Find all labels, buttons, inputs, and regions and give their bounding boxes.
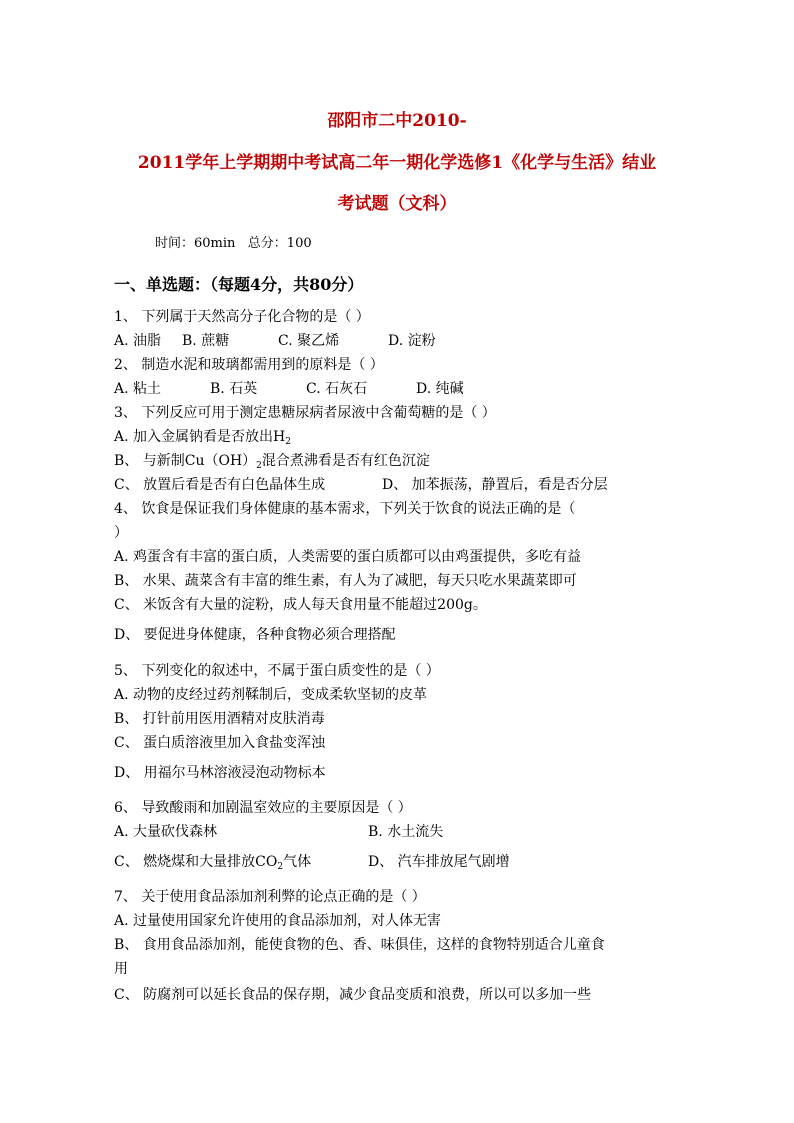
option: A. 大量砍伐森林 [114, 824, 218, 840]
question-stem: 3、 下列反应可用于测定患糖尿病者尿液中含葡萄糖的是（ ） [114, 405, 496, 421]
option: D. 淀粉 [388, 333, 436, 349]
option-cont: 用 [114, 961, 128, 977]
option: D、 汽车排放尾气剧增 [368, 854, 510, 870]
option: A. 过量使用国家允许使用的食品添加剂，对人体无害 [114, 913, 442, 929]
question-stem: 4、 饮食是保证我们身体健康的基本需求，下列关于饮食的说法正确的是（ [114, 501, 576, 517]
option: A. 粘土 [114, 381, 162, 397]
question-stem-cont: ） [114, 525, 128, 541]
option: D、 要促进身体健康，各种食物必须合理搭配 [114, 627, 396, 643]
option: D、 加苯振荡，静置后，看是否分层 [382, 477, 608, 493]
subscript: 2 [277, 862, 284, 872]
option: C. 石灰石 [306, 381, 368, 397]
option: A. 油脂 [114, 333, 162, 349]
doc-title-line2: 2011学年上学期期中考试高二年一期化学选修1《化学与生活》结业 [137, 153, 657, 173]
question-options-row [114, 380, 464, 398]
option: C、 蛋白质溶液里加入食盐变浑浊 [114, 735, 326, 751]
option: B、 食用食品添加剂，能使食物的色、香、味俱佳，这样的食物特别适合儿童食 [114, 937, 605, 953]
option: C、 米饭含有大量的淀粉，成人每天食用量不能超过200g。 [114, 597, 487, 613]
option: B. 石英 [210, 381, 258, 397]
question-options-row [114, 853, 510, 876]
question-options-row [114, 332, 436, 350]
option-text: 混合煮沸看是否有红色沉淀 [261, 453, 430, 469]
question-stem: 6、 导致酸雨和加剧温室效应的主要原因是（ ） [114, 800, 412, 816]
doc-title-line1: 邵阳市二中2010- [327, 111, 467, 131]
option: C、 放置后看是否有白色晶体生成 [114, 477, 326, 493]
option-text: 气体 [283, 854, 312, 870]
option: D、 用福尔马林溶液浸泡动物标本 [114, 765, 326, 781]
question-stem: 2、 制造水泥和玻璃都需用到的原料是（ ） [114, 357, 384, 373]
question-stem: 1、 下列属于天然高分子化合物的是（ ） [114, 309, 370, 325]
option: C. 聚乙烯 [278, 333, 340, 349]
question-options-row [114, 823, 443, 841]
option: C、 防腐剂可以延长食品的保存期，减少食品变质和浪费，所以可以多加一些 [114, 987, 592, 1003]
question-stem: 5、 下列变化的叙述中，不属于蛋白质变性的是（ ） [114, 663, 440, 679]
option: B. 水土流失 [368, 824, 444, 840]
question-stem: 7、 关于使用食品添加剂利弊的论点正确的是（ ） [114, 889, 426, 905]
option: B、 水果、蔬菜含有丰富的维生素，有人为了减肥，每天只吃水果蔬菜即可 [114, 573, 577, 589]
option: A. 动物的皮经过药剂鞣制后，变成柔软坚韧的皮革 [114, 687, 428, 703]
option: B、 打针前用医用酒精对皮肤消毒 [114, 711, 325, 727]
option [114, 452, 430, 475]
subscript: 2 [256, 461, 262, 471]
option [114, 853, 368, 876]
option-text: C、 燃烧煤和大量排放CO [114, 854, 278, 870]
question-options-row [114, 476, 608, 494]
section-title: 一、单选题：（每题4分，共80分） [114, 275, 364, 294]
option-text: A. 加入金属钠看是否放出H [114, 429, 286, 445]
option: A. 鸡蛋含有丰富的蛋白质，人类需要的蛋白质都可以由鸡蛋提供，多吃有益 [114, 549, 582, 565]
option: D. 纯碱 [416, 381, 464, 397]
option [114, 428, 291, 451]
doc-title-line3: 考试题（文科） [337, 194, 457, 214]
exam-info: 时间：60min 总分：100 [155, 236, 312, 251]
option: B. 蔗糖 [182, 333, 230, 349]
option-text: B、 与新制Cu（OH） [114, 453, 257, 469]
subscript: 2 [285, 437, 291, 447]
